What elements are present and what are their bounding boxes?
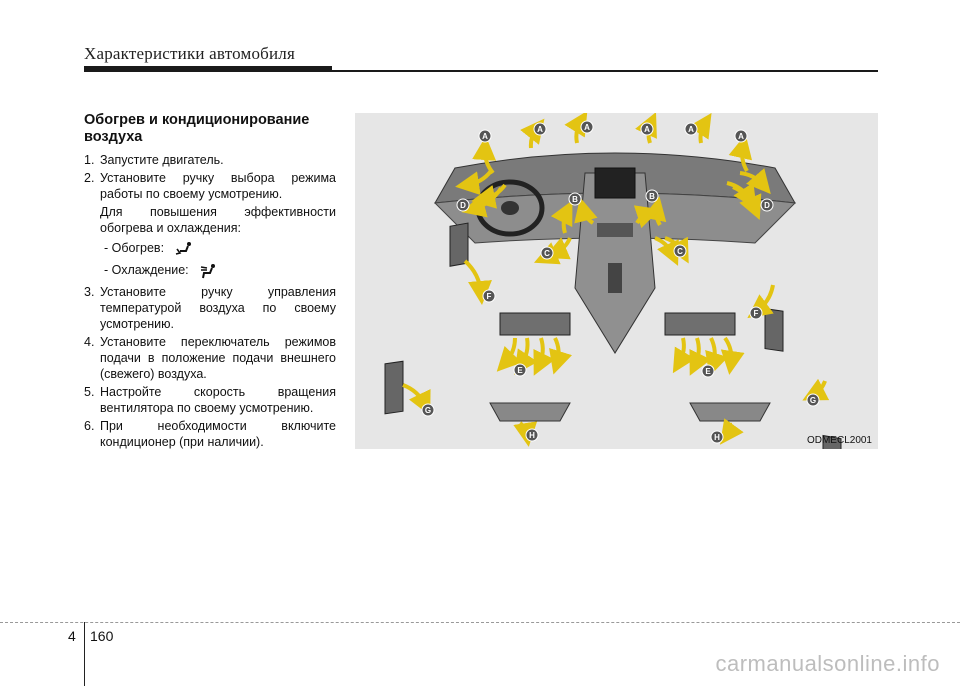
right-side-vent — [765, 309, 783, 352]
step-2-note: Для повышения эффективности обогрева и охлаждения: — [100, 205, 336, 235]
vent-badge — [581, 121, 593, 133]
step-text: При необходимости включите кондиционер (при наличии). — [100, 419, 336, 449]
vent-badge-label: D — [764, 201, 770, 210]
vent-badge-label: C — [544, 249, 550, 258]
step-number: 1. — [84, 153, 95, 167]
vent-badge — [457, 199, 469, 211]
vent-badge — [761, 199, 773, 211]
airflow-arrow — [505, 338, 515, 363]
vent-badge-label: B — [649, 192, 655, 201]
vent-badge-label: D — [460, 201, 466, 210]
floor-vent-right — [665, 313, 735, 335]
vent-badge-label: E — [517, 366, 523, 375]
airflow-arrow — [725, 338, 731, 363]
step-number: 4. — [84, 335, 95, 349]
airflow-arrow — [757, 285, 773, 311]
airflow-arrow — [576, 121, 581, 143]
step-text: Запустите двигатель. — [100, 153, 224, 167]
step-4 — [84, 334, 336, 382]
airflow-arrow — [813, 381, 825, 395]
step-3 — [84, 284, 336, 332]
airflow-arrow — [679, 338, 684, 363]
rear-floor-unit-right — [690, 403, 770, 421]
vent-badge-label: A — [688, 125, 694, 134]
vent-badge-label: H — [529, 431, 535, 440]
airflow-arrow — [701, 123, 706, 143]
airflow-arrow — [403, 385, 425, 405]
step-text: Установите ручку управления температурой воздуха по своему усмотрению. — [100, 285, 336, 331]
vent-badge — [641, 123, 653, 135]
airflow-arrow — [695, 338, 699, 365]
vent-diagram-figure — [355, 113, 878, 449]
vent-badge — [534, 123, 546, 135]
watermark: carmanualsonline.info — [715, 651, 940, 676]
instructions-section — [84, 112, 336, 452]
rear-vent-left — [385, 361, 403, 414]
section-heading: Обогрев и кондиционирование воздуха — [84, 112, 310, 145]
vent-badge-label: E — [705, 367, 711, 376]
vent-badge-label: F — [753, 309, 759, 318]
step-number: 6. — [84, 419, 95, 433]
vent-badge — [422, 404, 434, 416]
step-text: Настройте скорость вращения вентилятора по своему усмотрению. — [100, 385, 336, 415]
airflow-arrow — [711, 338, 715, 365]
vent-badge — [514, 364, 526, 376]
rear-floor-unit-left — [490, 403, 570, 421]
vent-badge-label: C — [677, 247, 683, 256]
vent-badge — [735, 130, 747, 142]
vent-badge — [569, 193, 581, 205]
cooling-label: - Охлаждение: — [104, 263, 189, 277]
airflow-arrow — [521, 338, 528, 365]
step-1 — [84, 152, 336, 168]
airflow-arrow — [727, 423, 730, 435]
vent-badge-label: G — [809, 396, 817, 405]
vent-badge — [526, 429, 538, 441]
footer-separator — [84, 622, 85, 686]
vent-badge — [483, 290, 495, 302]
vent-badge-label: A — [738, 132, 744, 141]
vent-badge — [711, 431, 723, 443]
vent-badge — [646, 190, 658, 202]
heating-label: - Обогрев: — [104, 241, 165, 255]
center-screen — [595, 168, 635, 198]
vent-badge-label: A — [482, 132, 488, 141]
header-rule-thin — [84, 70, 878, 72]
header-title: Характеристики автомобиля — [84, 44, 295, 63]
left-side-vent — [450, 223, 468, 266]
vent-badge — [685, 123, 697, 135]
vent-badge — [807, 394, 819, 406]
floor-vent-left — [500, 313, 570, 335]
vent-badge-label: A — [537, 125, 543, 134]
vent-badge — [541, 247, 553, 259]
floor-vent-mode-icon — [174, 241, 194, 257]
gear-shifter — [608, 263, 622, 293]
chapter-number: 4 — [68, 628, 76, 644]
airflow-arrow — [465, 261, 481, 293]
airflow-arrow — [555, 338, 559, 363]
vent-badge — [702, 365, 714, 377]
vent-badge — [750, 307, 762, 319]
heating-mode-line — [84, 240, 336, 258]
step-text: Установите переключатель режимов подачи в положение подачи внешнего (свежего) воздуха. — [100, 335, 336, 381]
cooling-mode-line — [84, 262, 336, 280]
airflow-arrow — [539, 338, 543, 365]
figure-code: ODMECL2001 — [806, 435, 872, 446]
step-2 — [84, 170, 336, 202]
vent-badge-label: B — [572, 195, 578, 204]
vent-badge-label: G — [424, 406, 432, 415]
page-number: 160 — [90, 628, 114, 644]
vent-badge-label: A — [644, 125, 650, 134]
step-number: 2. — [84, 171, 95, 185]
footer-divider — [0, 622, 960, 623]
step-text: Установите ручку выбора режима работы по своему усмотрению. — [100, 171, 336, 201]
step-number: 5. — [84, 385, 95, 399]
step-number: 3. — [84, 285, 95, 299]
step-5 — [84, 384, 336, 416]
step-6 — [84, 418, 336, 450]
vent-badge-label: A — [584, 123, 590, 132]
vent-badge-label: F — [486, 292, 492, 301]
face-vent-mode-icon — [198, 263, 218, 279]
vent-badge-label: H — [714, 433, 720, 442]
vent-badge — [479, 130, 491, 142]
vent-badge — [674, 245, 686, 257]
vent-diagram — [355, 113, 878, 449]
